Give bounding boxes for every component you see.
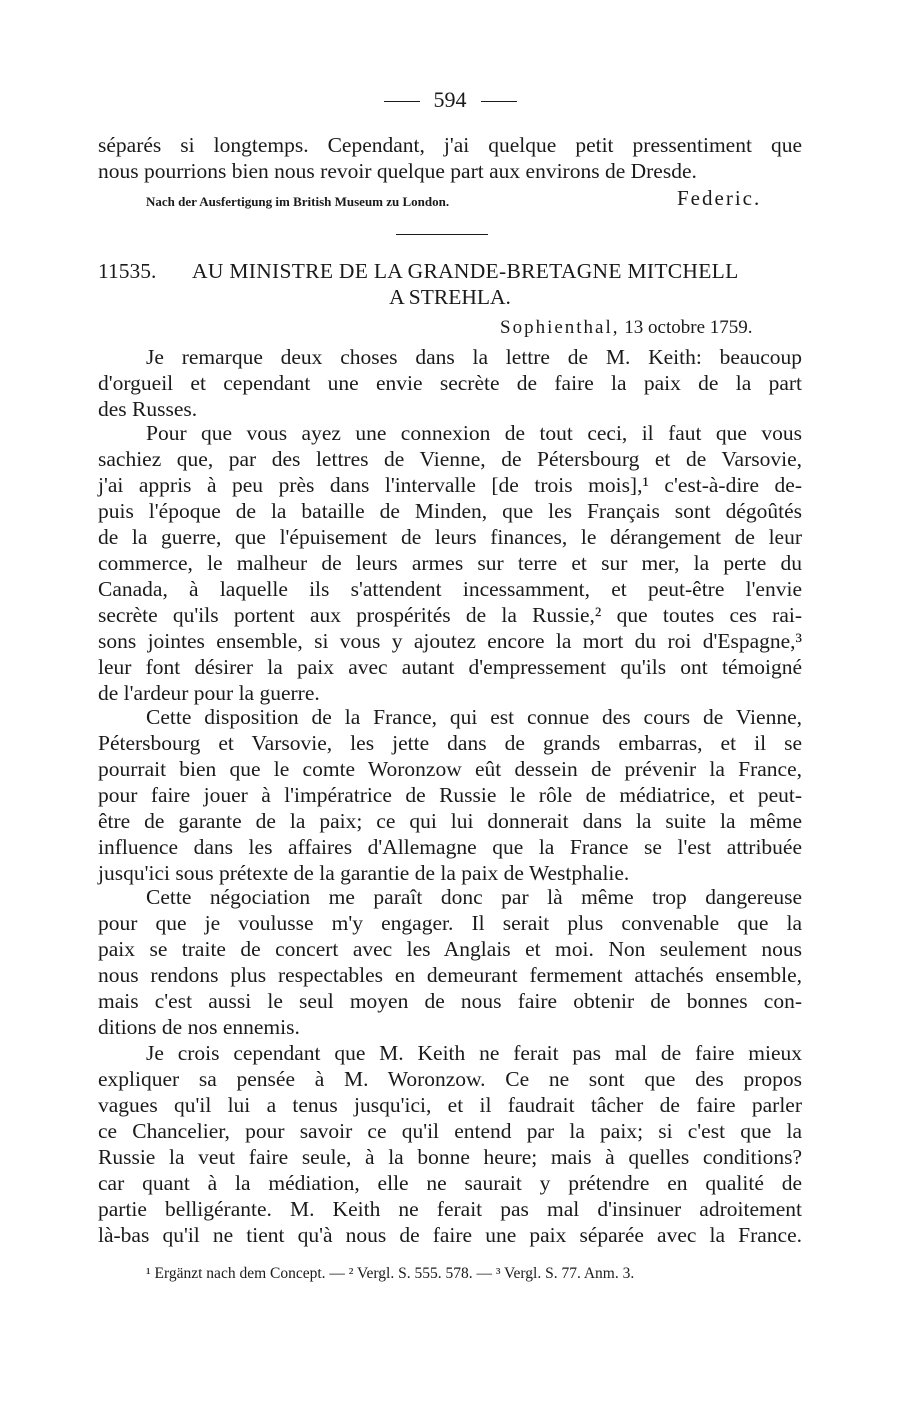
text-line: séparés si longtemps. Cependant, j'ai quelque petit pressentiment que — [98, 133, 802, 157]
text-line: d'orgueil et cependant une envie secrète de faire la paix de la part — [98, 371, 802, 395]
text-line: Canada, à laquelle ils s'attendent incessamment, et peut-être l'envie — [98, 577, 802, 601]
text-line: de la guerre, que l'épuisement de leurs finances, le dérangement de leur — [98, 525, 802, 549]
text-line: sachiez que, par des lettres de Vienne, de Pétersbourg et de Varsovie, — [98, 447, 802, 471]
text-line: partie belligérante. M. Keith ne ferait pas mal d'insinuer adroitement — [98, 1197, 802, 1221]
letter-date: 13 octobre 1759. — [624, 317, 753, 338]
letter-number: 11535. — [98, 259, 157, 283]
page-number-header — [0, 86, 900, 114]
letter-title-line1: AU MINISTRE DE LA GRANDE-BRETAGNE MITCHELL — [192, 259, 739, 283]
text-line: Pétersbourg et Varsovie, les jette dans de grands embarras, et il se — [98, 731, 802, 755]
text-line: commerce, le malheur de leurs armes sur terre et sur mer, la perte du — [98, 551, 802, 575]
text-line: puis l'époque de la bataille de Minden, que les Français sont dégoûtés — [98, 499, 802, 523]
text-line: jusqu'ici sous prétexte de la garantie de la paix de Westphalie. — [98, 861, 630, 885]
text-line: pour que je voulusse m'y engager. Il serait plus convenable que la — [98, 911, 802, 935]
text-line: vagues qu'il lui a tenus jusqu'ici, et il faudrait tâcher de faire parler — [98, 1093, 802, 1117]
letter-place: Sophienthal, — [500, 317, 620, 338]
text-line: mais c'est aussi le seul moyen de nous faire obtenir de bonnes con- — [98, 989, 802, 1013]
text-line: Cette négociation me paraît donc par là même trop dangereuse — [146, 885, 802, 909]
signature: Federic. — [677, 186, 762, 210]
text-line: nous pourrions bien nous revoir quelque part aux environs de Dresde. — [98, 159, 697, 183]
text-line: de l'ardeur pour la guerre. — [98, 681, 320, 705]
dash-right — [481, 101, 517, 102]
source-note: Nach der Ausfertigung im British Museum zu London. — [146, 194, 450, 209]
page-number: 594 — [433, 87, 467, 112]
text-line: nous rendons plus respectables en demeurant fermement attachés ensemble, — [98, 963, 802, 987]
text-line: être de garante de la paix; ce qui lui donnerait dans la suite la même — [98, 809, 802, 833]
text-line: secrète qu'ils portent aux prospérités de la Russie,² que toutes ces rai- — [98, 603, 802, 627]
text-line: leur font désirer la paix avec autant d'empressement qu'ils ont témoigné — [98, 655, 802, 679]
text-line: ditions de nos ennemis. — [98, 1015, 300, 1039]
section-divider — [396, 234, 488, 235]
footnotes: ¹ Ergänzt nach dem Concept. — ² Vergl. S. 555. 578. — ³ Vergl. S. 77. Anm. 3. — [146, 1265, 635, 1282]
text-line: pourrait bien que le comte Woronzow eût dessein de prévenir la France, — [98, 757, 802, 781]
text-line: sons jointes ensemble, si vous y ajoutez encore la mort du roi d'Espagne,³ — [98, 629, 802, 653]
text-line: Je crois cependant que M. Keith ne ferait pas mal de faire mieux — [146, 1041, 802, 1065]
text-line: Pour que vous ayez une connexion de tout ceci, il faut que vous — [146, 421, 802, 445]
text-line: expliquer sa pensée à M. Woronzow. Ce ne sont que des propos — [98, 1067, 802, 1091]
text-line: Cette disposition de la France, qui est connue des cours de Vienne, — [146, 705, 802, 729]
text-line: des Russes. — [98, 397, 198, 421]
letter-title-line2: A STREHLA. — [389, 285, 511, 309]
letter-dateline — [500, 316, 753, 340]
text-line: là-bas qu'il ne tient qu'à nous de faire une paix séparée avec la France. — [98, 1223, 802, 1247]
text-line: ce Chancelier, pour savoir ce qu'il entend par la paix; si c'est que la — [98, 1119, 802, 1143]
text-line: car quant à la médiation, elle ne saurait y prétendre en qualité de — [98, 1171, 802, 1195]
text-line: paix se traite de concert avec les Anglais et moi. Non seulement nous — [98, 937, 802, 961]
text-line: pour faire jouer à l'impératrice de Russie le rôle de médiatrice, et peut- — [98, 783, 802, 807]
text-line: Russie la veut faire seule, à la bonne heure; mais à quelles conditions? — [98, 1145, 802, 1169]
text-line: Je remarque deux choses dans la lettre de M. Keith: beaucoup — [146, 345, 802, 369]
text-line: influence dans les affaires d'Allemagne que la France se l'est attribuée — [98, 835, 802, 859]
dash-left — [384, 101, 420, 102]
text-line: j'ai appris à peu près dans l'intervalle [de trois mois],¹ c'est-à-dire de- — [98, 473, 802, 497]
